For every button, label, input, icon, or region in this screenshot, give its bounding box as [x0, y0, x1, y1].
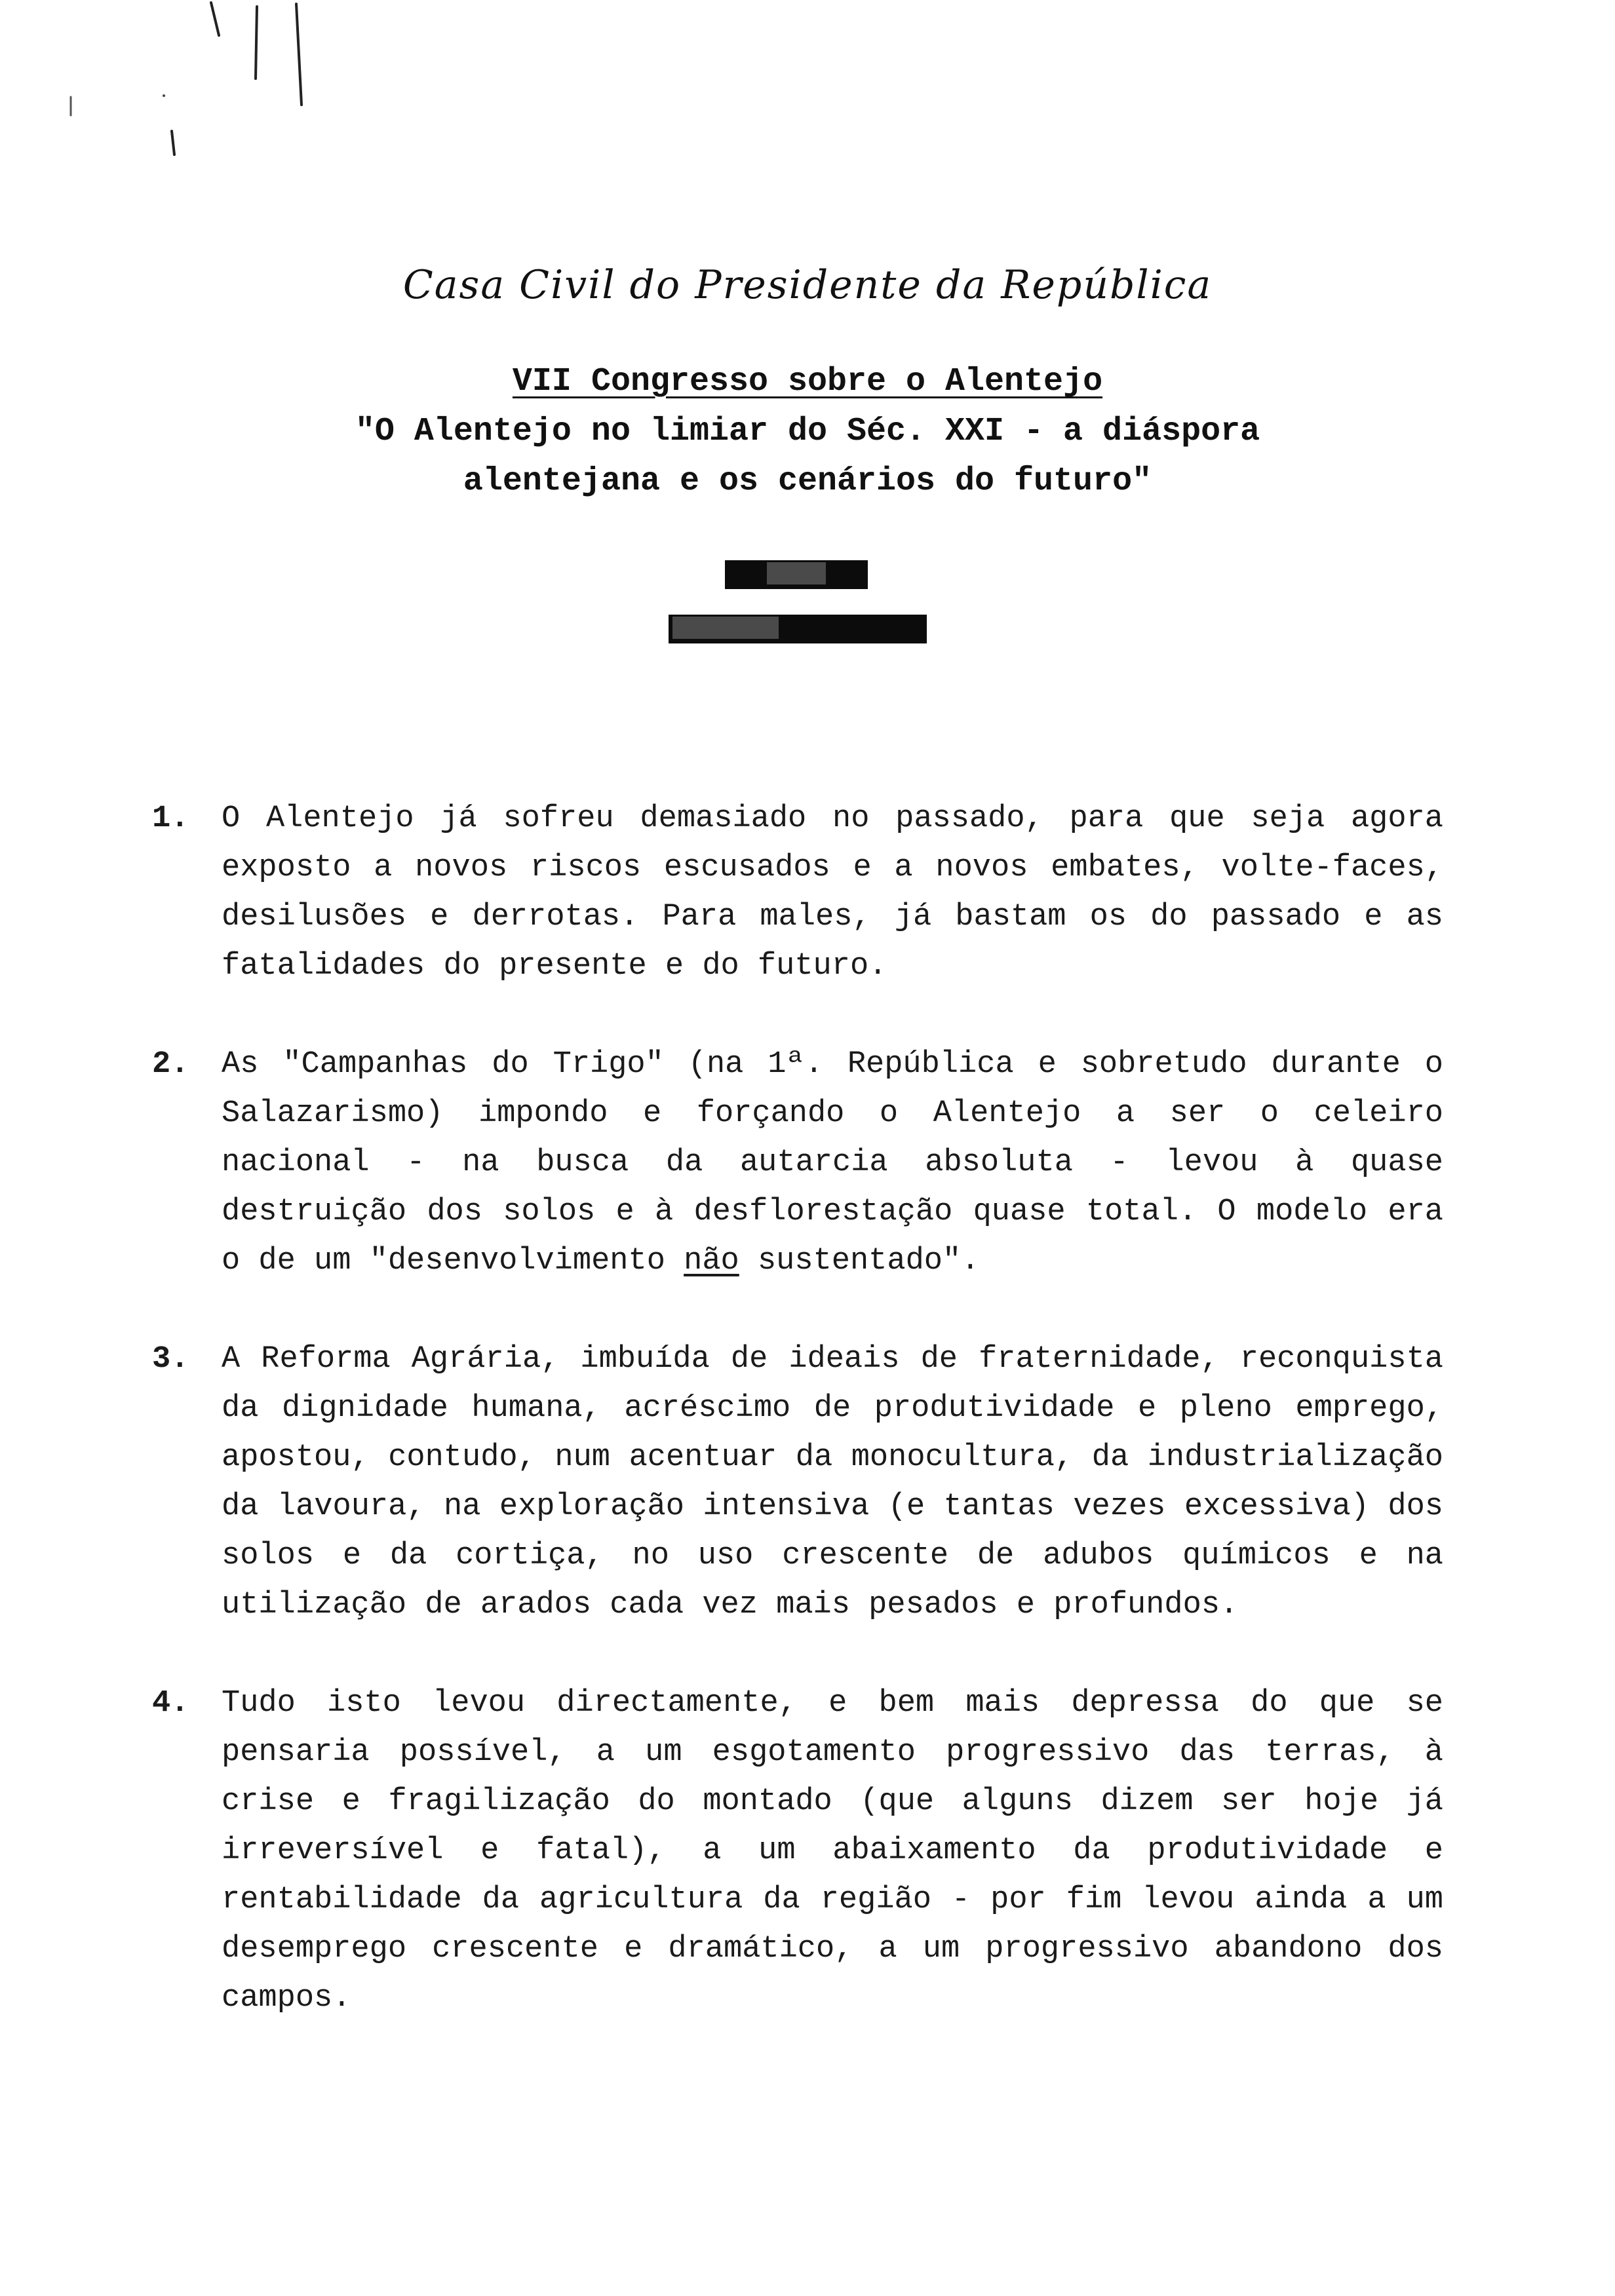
heading-line-2: "O Alentejo no limiar do Séc. XXI - a diáspora [355, 413, 1260, 450]
redacted-block-1: █████ [725, 560, 868, 589]
numbered-list [152, 794, 1443, 2072]
list-item [152, 794, 1443, 991]
heading-line-1: VII Congresso sobre o Alentejo [512, 363, 1103, 400]
item-text: O Alentejo já sofreu demasiado no passado, para que seja agora exposto a novos riscos escusados e a novos embates, volte-faces, desilusões e derrotas. Para males, já bastam os do passado e as fatalidades do presente e do futuro. [222, 801, 1443, 984]
handwritten-marks [0, 0, 341, 170]
list-item [152, 1040, 1443, 1286]
conference-heading [0, 357, 1615, 507]
letterhead: Casa Civil do Presidente da República [402, 262, 1213, 308]
list-item [152, 1335, 1443, 1630]
redacted-block-2: █████████ [669, 615, 927, 643]
item-text-part: sustentado". [739, 1244, 980, 1278]
item-number: 2. [152, 1047, 189, 1082]
item-number: 1. [152, 801, 189, 836]
item-number: 4. [152, 1686, 189, 1721]
item-number: 3. [152, 1342, 189, 1377]
item-text-part: As "Campanhas do Trigo" (na 1ª. República e sobretudo durante o Salazarismo) impondo e forçando o Alentejo a ser o celeiro nacional - na busca da autarcia absoluta - levou à quase destruição dos solos e à desflorestação quase total. O modelo era o de um "desenvolvimento [222, 1047, 1443, 1278]
list-item [152, 1679, 1443, 2023]
underlined-word: não [684, 1244, 739, 1278]
item-text [222, 1040, 1443, 1286]
item-text: A Reforma Agrária, imbuída de ideais de fraternidade, reconquista da dignidade humana, acréscimo de produtividade e pleno emprego, apostou, contudo, num acentuar da monocultura, da industrialização da lavoura, na exploração intensiva (e tantas vezes excessiva) dos solos e da cortiça, no uso crescente de adubos químicos e na utilização de arados cada vez mais pesados e profundos. [222, 1342, 1443, 1622]
item-text: Tudo isto levou directamente, e bem mais depressa do que se pensaria possível, a um esgotamento progressivo das terras, à crise e fragilização do montado (que alguns dizem ser hoje já irreversível e fatal), a um abaixamento da produtividade e rentabilidade da agricultura da região - por fim levou ainda a um desemprego crescente e dramático, a um progressivo abandono dos campos. [222, 1686, 1443, 2016]
heading-line-3: alentejana e os cenários do futuro" [463, 463, 1152, 500]
